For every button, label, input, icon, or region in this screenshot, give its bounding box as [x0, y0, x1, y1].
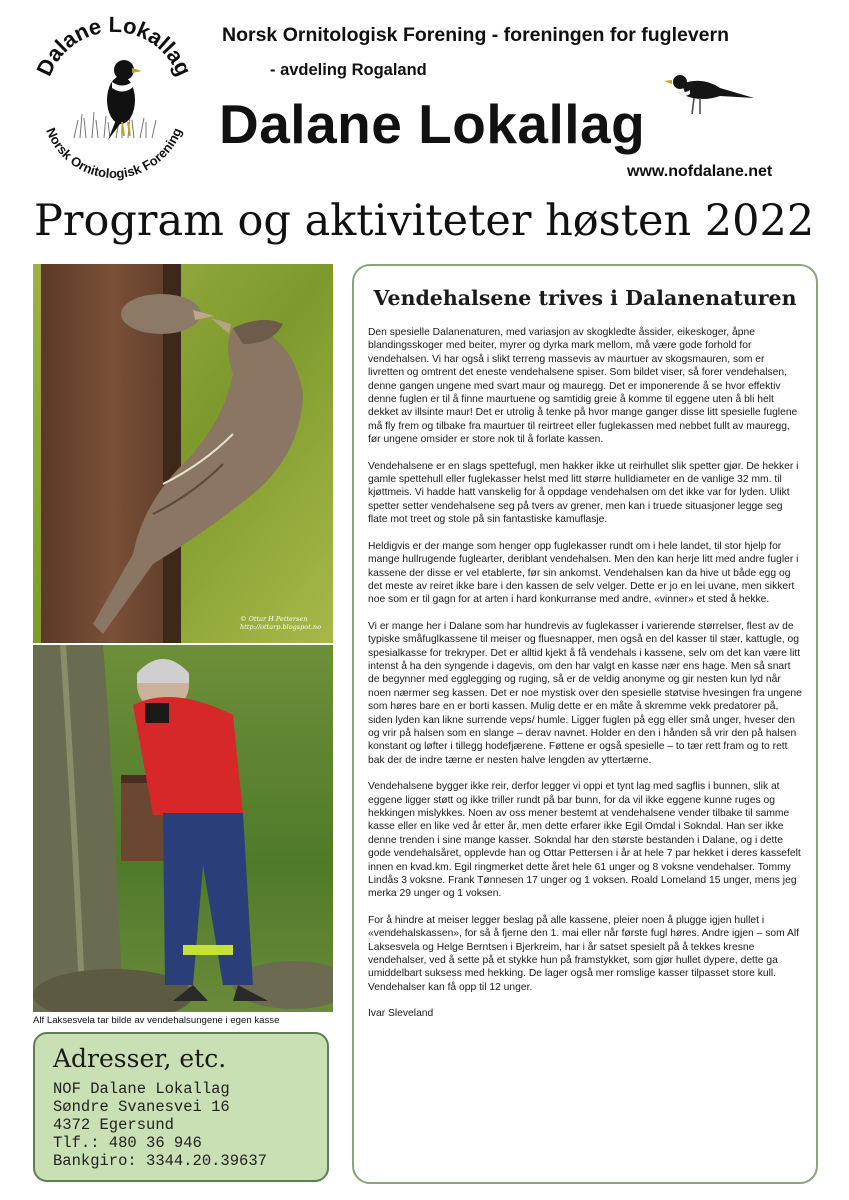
article-paragraph: For å hindre at meiser legger beslag på alle kassene, pleier noen å plugge igjen hullet i «vendehalskassen», for så å fjerne den 1. mai eller når første fugl høres. Andre igjen – som Alf Laksesvela og Helge Berntsen i Bjerkreim, har i år satset spesielt på å tekkes kresne vendehalser, ved å sette på et stykke hun på framstykket, som gjør hullet dypere, dette ga umiddelbart suksess med hekking. De lager også mer romslige kasser tilpasset store kull. Vendehalser kan få opp til 12 unger. — [368, 914, 799, 993]
organization-subline: - avdeling Rogaland — [270, 61, 427, 79]
logo-arc-bottom-text: Norsk Ornitologisk Forening — [43, 125, 185, 182]
address-line-org: NOF Dalane Lokallag — [53, 1080, 230, 1098]
wryneck-photo — [33, 264, 333, 643]
photo-credit-url: http://ottarp.blogspot.no — [240, 623, 321, 631]
article-box — [352, 264, 818, 1184]
article-paragraph: Vendehalsene bygger ikke reir, derfor legger vi oppi et tynt lag med sagflis i bunnen, slik at eggene ligger støtt og ikke triller rundt på bar bunn, for da vil ikke eggene kunne ruges og hekkingen mislykkes. Noen av oss mener bestemt at vendehalsene vender tilbake til samme kasse eller en like ved år etter år, men dette erfarer ikke Egil Omdal i Sokndal. Han ser ikke denne trenden i sine mange kasser. Sokndal har den største bestanden i Dalane, og i dette gode vendehalsåret, opplevde han og Ottar Pettersen i år at hele 7 par hekket i deres kassefelt innen en kvad.km. Egil ringmerket dette året hele 61 unger og 8 voksne vendehalser. Tommy Lindås 3 voksne. Frank Tønnesen 17 unger og 1 voksen. Roald Lomeland 15 unger, mens jeg merka 29 unger og 1 voksen. — [368, 781, 801, 900]
main-title: Dalane Lokallag — [219, 93, 646, 155]
address-line-bankgiro: Bankgiro: 3344.20.39637 — [53, 1152, 267, 1170]
logo-emblem — [24, 8, 204, 188]
logo-arc-top-text: Dalane Lokallag — [31, 11, 197, 80]
bird-header-icon — [662, 62, 758, 122]
photo-credit-name: © Ottar H Pettersen — [240, 615, 308, 623]
article-title: Vendehalsene trives i Dalanenaturen — [373, 286, 797, 310]
photo-caption: Alf Laksesvela tar bilde av vendehalsungene i egen kasse — [33, 1015, 280, 1026]
address-line-city: 4372 Egersund — [53, 1116, 174, 1134]
photographer-photo — [33, 645, 333, 1012]
article-paragraph: Heldigvis er der mange som henger opp fuglekasser rundt om i hele landet, til stor hjelp for mange hullrugende fuglearter, deriblant vendehalsen. Men den kan herje litt med andre fugler i kassene der disse er vel etablerte, før sin ankomst. Vendehalsen kan da hive ut både egg og det meste av reiret ikke bare i den kassen de selv velger. Dette er jo en lei uvane, men sikkert noe som er til gagn for at arten i hard konkurranse med andre, «vinner» et sted å hekke. — [368, 540, 799, 606]
article-paragraph: Vendehalsene er en slags spettefugl, men hakker ikke ut reirhullet slik spetter gjør. De hekker i gamle spettehull eller fuglekasser helst med litt større hulldiameter en de vanlige 32 mm. til kjøttmeis. Vi hadde hatt vanskelig for å oppdage vendehalsen om det ikke var for lyden. Ulikt spetter setter vendehalsene seg på tvers av grener, men kan i truede situasjoner legge seg flate mot treet og stole på sin fantastiske kamuflasje. — [368, 460, 799, 526]
address-line-phone: Tlf.: 480 36 946 — [53, 1134, 202, 1152]
address-title: Adresser, etc. — [53, 1044, 227, 1073]
article-paragraph: Vi er mange her i Dalane som har hundrevis av fuglekasser i varierende størrelser, flest av de typiske småfuglkassene til meiser og fluesnapper, men også en del kasser til stær, kattugle, og spesialkasse for trekryper. Det er alltid kjekt å få vendehals i kassene, selv om det kan være litt intenst å ha den syngende i dagevis, om den har valgt en kasse nær ens hage. Men så snart de begynner med egglegging og ruging, så er de veldig anonyme og gir nesten kun lyd når noen nærmer seg kassen. Det er noe mystisk over den spesielle støtvise hvesingen fra ungene som høres bare en er borti kassen. Mulig dette er en måte å skremme vekk predatorer på, siden lyden kan likne surrende veps/ humle. Ligger fuglen på egg eller små unger, hveser den og vrir på halsen som en slange – derav navnet. Holder en den i hånden så vrir den på halsen konstant og løfter i tillegg hodefjærene. Føttene er også spesielle – to tær rett fram og to rett bak der de indre tærne er nesten halve lengden av yttertærne. — [368, 620, 802, 766]
address-box — [33, 1032, 329, 1182]
svg-text:Norsk Ornitologisk Forening — [43, 125, 184, 181]
website-link[interactable]: www.nofdalane.net — [627, 163, 773, 180]
organization-line: Norsk Ornitologisk Forening - foreningen for fuglevern — [222, 24, 730, 46]
address-line-street: Søndre Svanesvei 16 — [53, 1098, 230, 1116]
club-logo — [24, 8, 204, 188]
photo-credit — [240, 615, 321, 631]
page-title: Program og aktiviteter høsten 2022 — [34, 196, 815, 246]
article-paragraph: Den spesielle Dalanenaturen, med variasjon av skogkledte åssider, eikeskoger, åpne blandingsskoger med beiter, myrer og dyrka mark mellom, må være gode forhold for vendehalsen. Vi har også i slikt terreng massevis av maurtuer av skogsmauren, som er livretten og omtrent det eneste vendehalsene spiser. Som bildet viser, så forer vendehalsen, denne gangen ungene med svart maur og mauregg. Det er imponerende å se hvor effektiv denne fuglen er til å finne maurtuene og samtidig greie å komme til eggene uten å bli helt dekket av illsinte maur! Det er utrolig å tenke på hvor mange ganger disse litt spesielle fuglene må fly frem og tilbake fra maurtuer til reirtreet eller fuglekassen med nebbet fullt av mauregg, før ungene omsider er store nok til å forlate kassen. — [368, 327, 798, 446]
bird-logo-icon — [107, 60, 142, 140]
article-body — [368, 326, 802, 1021]
article-signature: Ivar Sleveland — [368, 1008, 434, 1020]
